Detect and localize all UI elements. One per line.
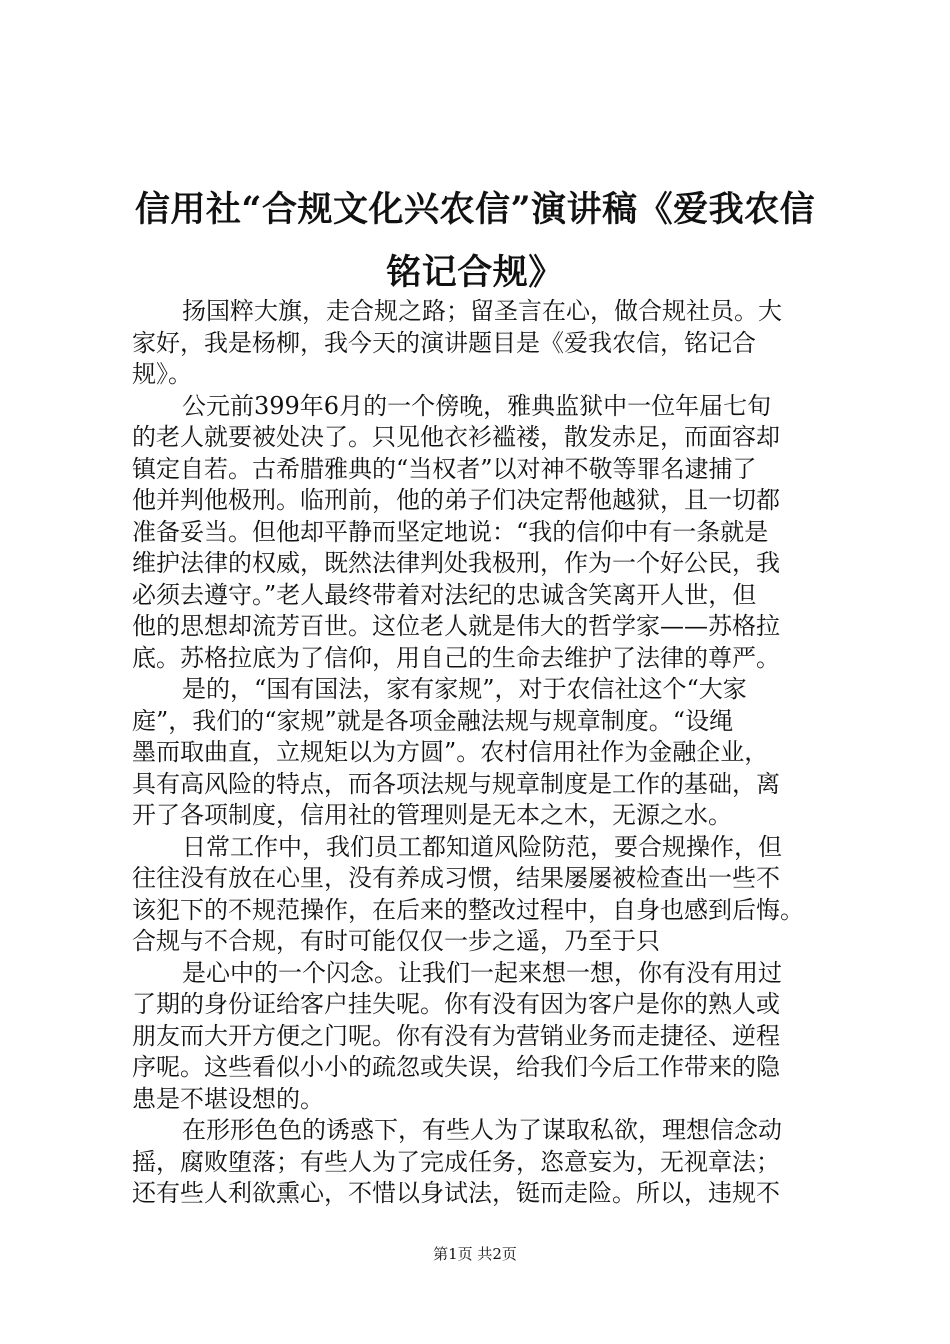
paragraph-line: 是的，“国有国法，家有家规”，对于农信社这个“大家: [182, 675, 747, 703]
paragraph-line: 维护法律的权威，既然法律判处我极刑，作为一个好公民，我: [132, 549, 780, 577]
paragraph-line: 朋友而大开方便之门呢。你有没有为营销业务而走捷径、逆程: [132, 1021, 780, 1050]
document-body: [132, 296, 852, 1210]
paragraph-line: 序呢。这些看似小小的疏忽或失误，给我们今后工作带来的隐: [132, 1053, 780, 1081]
paragraph-line: 往往没有放在心里，没有养成习惯，结果屡屡被检查出一些不: [132, 864, 780, 892]
paragraph-line: 家好，我是杨柳，我今天的演讲题目是《爱我农信，铭记合: [132, 328, 756, 357]
page-number-label: 第1页 共2页: [433, 1245, 517, 1263]
paragraph-line: 镇定自若。古希腊雅典的“当权者”以对神不敬等罪名逮捕了: [132, 454, 757, 483]
paragraph-line: 他并判他极刑。临刑前，他的弟子们决定帮他越狱，且一切都: [132, 486, 780, 514]
title-line-1: 信用社“合规文化兴农信”演讲稿《爱我农信: [134, 189, 816, 230]
paragraph-line: 公元前399年6月的一个傍晚，雅典监狱中一位年届七旬: [182, 391, 772, 420]
paragraph-line: 日常工作中，我们员工都知道风险防范，要合规操作，但: [182, 832, 782, 861]
paragraph-line: 是心中的一个闪念。让我们一起来想一想，你有没有用过: [182, 958, 782, 987]
document-title: [80, 178, 870, 304]
paragraph-line: 开了各项制度，信用社的管理则是无本之木，无源之水。: [132, 801, 732, 829]
paragraph-line: 还有些人利欲熏心，不惜以身试法，铤而走险。所以，违规不: [132, 1179, 780, 1207]
paragraph-line: 合规与不合规，有时可能仅仅一步之遥，乃至于只: [132, 927, 660, 955]
paragraph-line: 他的思想却流芳百世。这位老人就是伟大的哲学家——苏格拉: [132, 612, 780, 640]
paragraph-line: 了期的身份证给客户挂失呢。你有没有因为客户是你的熟人或: [132, 990, 780, 1018]
paragraph-line: 该犯下的不规范操作，在后来的整改过程中，自身也感到后悔。: [132, 895, 804, 924]
paragraph-line: 的老人就要被处决了。只见他衣衫褴褛，散发赤足，而面容却: [132, 423, 780, 451]
paragraph-line: 墨而取曲直，立规矩以为方圆”。农村信用社作为金融企业，: [132, 738, 769, 766]
paragraph-line: 庭”，我们的“家规”就是各项金融法规与规章制度。“设绳: [132, 706, 734, 735]
paragraph-line: 摇，腐败堕落；有些人为了完成任务，恣意妄为，无视章法；: [132, 1147, 780, 1176]
paragraph-line: 规》。: [132, 360, 192, 388]
paragraph-line: 扬国粹大旗，走合规之路；留圣言在心，做合规社员。大: [182, 297, 782, 325]
paragraph-line: 在形形色色的诱惑下，有些人为了谋取私欲，理想信念动: [182, 1116, 782, 1144]
page-footer: [0, 1244, 950, 1264]
title-line-2: 铭记合规》: [386, 252, 564, 293]
paragraph-line: 具有高风险的特点，而各项法规与规章制度是工作的基础，离: [132, 769, 780, 798]
paragraph-line: 底。苏格拉底为了信仰，用自己的生命去维护了法律的尊严。: [132, 643, 780, 672]
paragraph-line: 准备妥当。但他却平静而坚定地说：“我的信仰中有一条就是: [132, 517, 769, 546]
paragraph-line: 患是不堪设想的。: [132, 1084, 324, 1113]
paragraph-line: 必须去遵守。”老人最终带着对法纪的忠诚含笑离开人世，但: [132, 580, 757, 609]
